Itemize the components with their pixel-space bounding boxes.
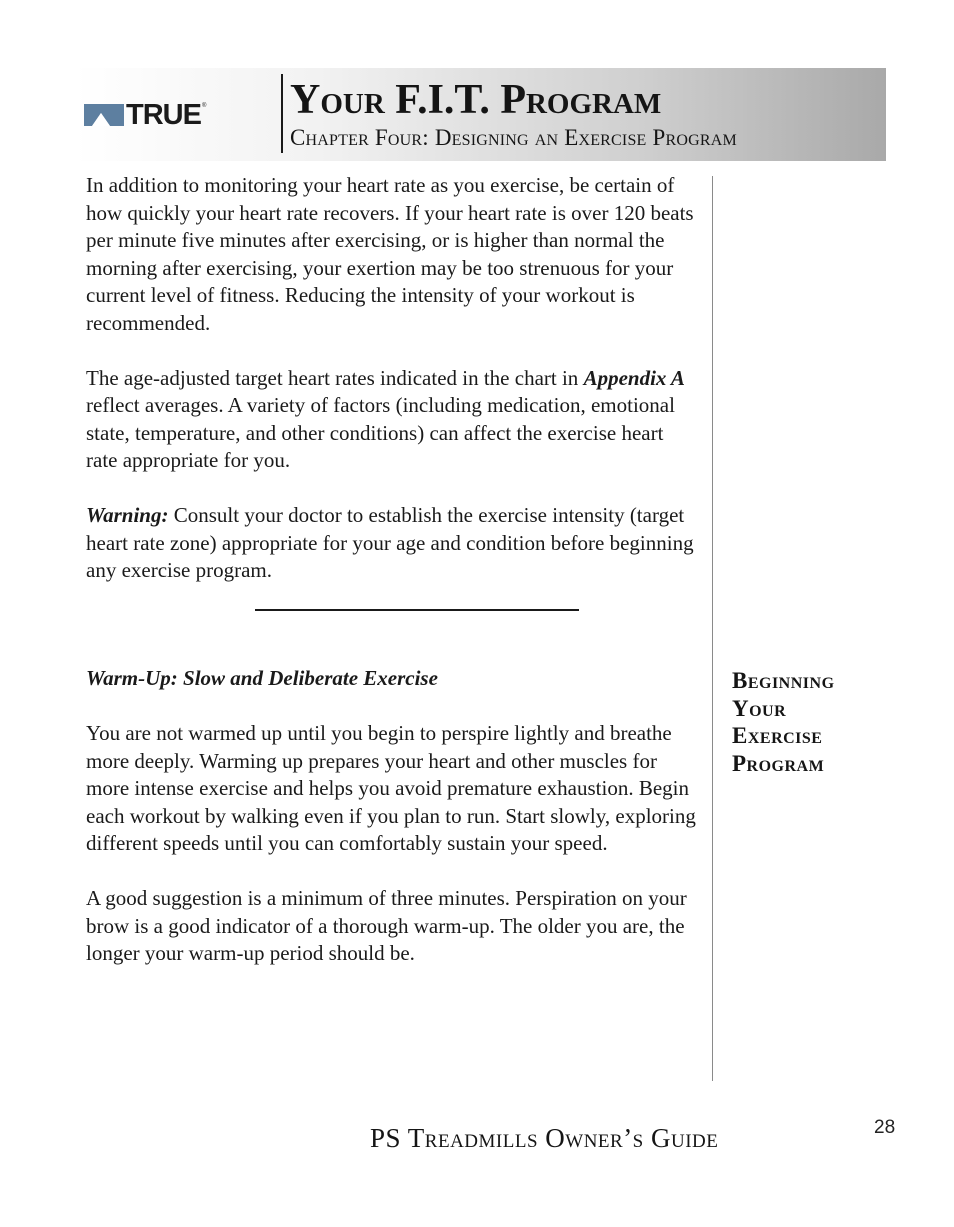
page-number: 28 [874,1117,896,1138]
appendix-reference: Appendix A [583,365,685,390]
sidebar-line: Beginning [732,668,835,693]
paragraph-duration: A good suggestion is a minimum of three minutes. Perspiration on your brow is a good indicator of a thorough warm-up. The older you are, the longer your warm-up period should be. [86,886,687,965]
true-logo-mark-icon [84,104,124,126]
text-after-ref: reflect averages. A variety of factors (including medication, emotional state, temperature, and other conditions) can affect the exercise heart rate appropriate for you. [86,393,675,472]
section-heart-rate [86,172,698,585]
sidebar-line: Your [732,695,787,721]
paragraph-recovery: In addition to monitoring your heart rate as you exercise, be certain of how quickly your heart rate recovers. If your heart rate is over 120 beats per minute five minutes after exercising, or is higher than normal the morning after exercising, your exertion may be too strenuous for your current level of fitness. Reducing the intensity of your workout is recommended. [86,173,694,335]
warning-text: Consult your doctor to establish the exercise intensity (target heart rate zone) appropriate for your age and condition before beginning any exercise program. [86,503,694,582]
section-divider [255,609,579,611]
true-logo [84,99,254,131]
section-warm-up [86,665,698,968]
sidebar-line: Program [732,750,825,776]
paragraph-target-rates [86,365,698,475]
chapter-subtitle: Chapter Four: Designing an Exercise Program [290,125,737,150]
footer-guide-title: PS Treadmills Owner’s Guide [370,1123,719,1153]
text-before-ref: The age-adjusted target heart rates indicated in the chart in [86,365,584,390]
page-title: Your F.I.T. Program [290,77,662,123]
warning-label: Warning: [86,503,169,527]
paragraph-warning [86,502,698,585]
sidebar-line: Exercise [732,723,823,748]
sidebar-label [732,667,932,777]
section-heading: Warm-Up: Slow and Deliberate Exercise [86,666,438,690]
paragraph-warm-up: You are not warmed up until you begin to perspire lightly and breathe more deeply. Warming up prepares your heart and other muscles for more intense exercise and helps you avoid premature exhaustion. Begin each workout by walking even if you plan to run. Start slowly, exploring different speeds until you can comfortably sustain your speed. [86,721,696,855]
logo-wordmark: TRUE [126,99,201,131]
header-divider [281,74,283,153]
logo-trademark: ® [201,103,207,109]
sidebar-rule [712,176,713,1081]
